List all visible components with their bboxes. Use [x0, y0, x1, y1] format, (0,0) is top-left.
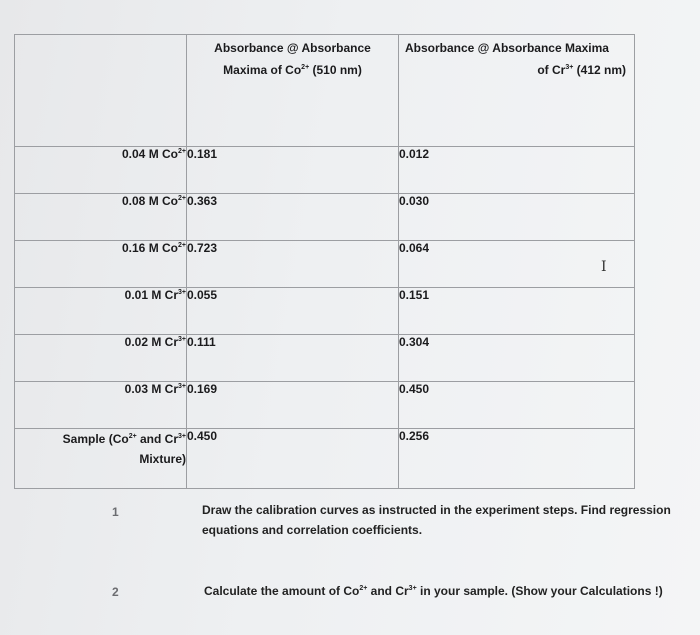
row-label: 0.04 M $Co^{2+}$	[15, 147, 187, 194]
abs-412-value: 0.012	[399, 147, 635, 194]
abs-510-value: 0.181	[187, 147, 399, 194]
abs-412-value: 0.151	[399, 288, 635, 335]
row-label: 0.01 M $Cr^{3+}$	[15, 288, 187, 335]
header-abs-412-line1: Absorbance @ Absorbance Maxima	[405, 41, 609, 55]
question-2-number: 2	[112, 585, 119, 599]
header-abs-412-line2: of $Cr^{3+}$ (412 nm)	[537, 63, 626, 77]
question-1-number: 1	[112, 505, 119, 519]
table-row	[15, 335, 635, 382]
header-empty-cell	[15, 35, 187, 147]
abs-510-value: 0.111	[187, 335, 399, 382]
row-label: 0.02 M $Cr^{3+}$	[15, 335, 187, 382]
question-1-text: Draw the calibration curves as instructed in the experiment steps. Find regression equations and correlation coefficients.	[202, 503, 671, 537]
abs-510-value: 0.055	[187, 288, 399, 335]
abs-510-value: 0.723	[187, 241, 399, 288]
table-row	[15, 194, 635, 241]
abs-412-value: 0.030	[399, 194, 635, 241]
table-row	[15, 288, 635, 335]
abs-412-value: 0.064	[399, 241, 635, 288]
absorbance-table	[14, 34, 635, 489]
sample-row	[15, 429, 635, 489]
question-2-text: Calculate the amount of $Co^{2+}$ and $Cr^{3+}$ in your sample. (Show your Calculations !)	[204, 584, 663, 598]
row-label: 0.16 M $Co^{2+}$	[15, 241, 187, 288]
sample-abs-510-value: 0.450	[187, 429, 399, 489]
header-abs-510	[187, 35, 399, 147]
abs-510-value: 0.363	[187, 194, 399, 241]
abs-412-value: 0.304	[399, 335, 635, 382]
text-cursor-icon: I	[601, 259, 607, 275]
row-label: 0.03 M $Cr^{3+}$	[15, 382, 187, 429]
table-row	[15, 147, 635, 194]
abs-412-value: 0.450	[399, 382, 635, 429]
header-abs-412	[399, 35, 635, 147]
table-header-row	[15, 35, 635, 147]
table-row	[15, 382, 635, 429]
header-abs-510-line2: Maxima of $Co^{2+}$ (510 nm)	[223, 63, 362, 77]
table-row	[15, 241, 635, 288]
sample-abs-412-value: 0.256	[399, 429, 635, 489]
abs-510-value: 0.169	[187, 382, 399, 429]
row-label: 0.08 M $Co^{2+}$	[15, 194, 187, 241]
header-abs-510-line1: Absorbance @ Absorbance	[214, 41, 371, 55]
sample-label: Sample ($Co^{2+}$ and $Cr^{3+}$ Mixture)	[15, 429, 187, 489]
